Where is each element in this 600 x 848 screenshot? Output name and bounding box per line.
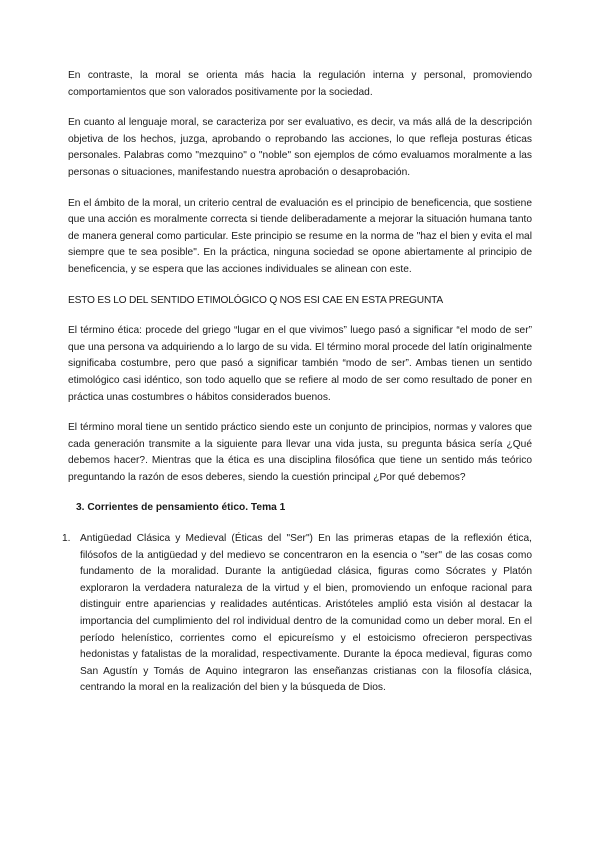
list-item [62,531,532,697]
paragraph-beneficence: En el ámbito de la moral, un criterio central de evaluación es el principio de beneficencia, que sostiene que una acción es moralmente correcta si tiende deliberadamente a mejorar la situación humana tanto de manera general como particular. Este principio se resume en la norma de "haz el bien y evita el mal siempre que te sea posible". En la práctica, ninguna sociedad se opone abiertamente al principio de beneficencia, y se espera que las acciones individuales se alinean con este. [68,197,532,275]
paragraph-etymology: El término ética: procede del griego “lugar en el que vivimos” luego pasó a significar “el modo de ser” que una persona va adquiriendo a lo largo de su vida. El término moral procede del latín originalmente significaba costumbre, pero que pasó a significar también “modo de ser”. Ambas tienen un sentido etimológico casi idéntico, son todo aquello que se refiere al modo de ser como resultado de poner en práctica unas costumbres o hábitos considerados buenos. [68,325,532,403]
list-item-number: 1. [62,533,71,545]
paragraph-note-etymology: ESTO ES LO DEL SENTIDO ETIMOLÓGICO Q NOS ESI CAE EN ESTA PREGUNTA [68,294,443,306]
paragraph-moral-contrast: En contraste, la moral se orienta más hacia la regulación interna y personal, promoviendo comportamientos que son valorados positivamente por la sociedad. [68,70,532,98]
list-item-text: Antigüedad Clásica y Medieval (Éticas del "Ser") En las primeras etapas de la reflexión ética, filósofos de la antigüedad y del medievo se concentraron en la esencia o "ser" de las cosas como fundamento de la moralidad. Durante la antigüedad clásica, figuras como Sócrates y Platón exploraron la verdadera naturaleza de la virtud y el bien, promoviendo un enfoque racional para distinguir entre apariencias y realidades auténticas. Aristóteles amplió esta visión al destacar la importancia del cumplimiento del rol individual dentro de la comunidad como un deber moral. En el período helenístico, corrientes como el epicureísmo y el estoicismo ofrecieron perspectivas hedonistas y fatalistas de la moralidad, respectivamente. Durante la época medieval, figuras como San Agustín y Tomás de Aquino integraron las enseñanzas cristianas con la filosofía clásica, centrando la moral en la realización del bien y la búsqueda de Dios. [80,533,532,694]
section-heading: 3. Corrientes de pensamiento ético. Tema 1 [76,502,286,514]
paragraph-moral-vs-ethics: El término moral tiene un sentido práctico siendo este un conjunto de principios, normas y valores que cada generación transmite a la siguiente para llevar una vida justa, su pregunta básica sería ¿Qué debemos hacer?. Mientras que la ética es una disciplina filosófica que tiene un sentido más teórico preguntando la razón de esos deberes, siendo la cuestión principal ¿Por qué debemos? [68,422,532,483]
paragraph-moral-language: En cuanto al lenguaje moral, se caracteriza por ser evaluativo, es decir, va más allá de la descripción objetiva de los hechos, juzga, aprobando o reprobando las acciones, lo que refleja posturas éticas personales. Palabras como "mezquino" o "noble" son ejemplos de cómo evaluamos moralmente a las personas o situaciones, manifestando nuestra aprobación o desaprobación. [68,117,532,178]
